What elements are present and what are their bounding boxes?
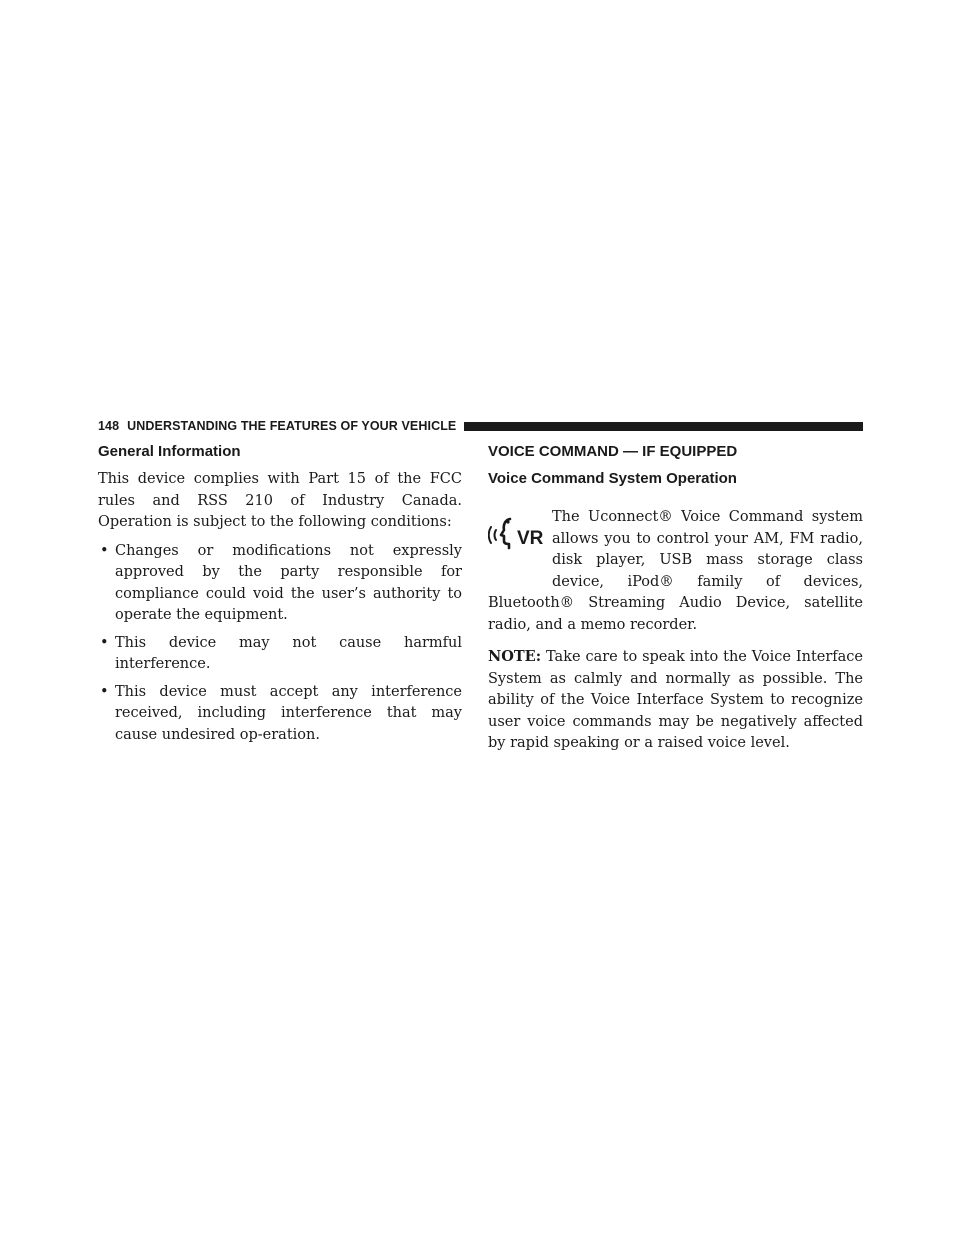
bullet-icon: • xyxy=(100,683,109,700)
bullet-icon: • xyxy=(100,542,109,559)
page-header xyxy=(98,418,863,434)
page-number: 148 xyxy=(98,419,120,433)
note-text: Take care to speak into the Voice Interface System as calmly and normally as possible. The ability of the Voice Interface System to recognize user voice commands may be negatively affected by rapid speaking or a raised voice level. xyxy=(488,649,864,751)
left-column xyxy=(98,440,462,752)
list-item xyxy=(98,541,462,627)
list-item xyxy=(98,682,462,747)
list-item-text: Changes or modifications not expressly approved by the party responsible for compliance could void the user’s authority to operate the equipment. xyxy=(115,542,462,623)
header-text xyxy=(98,419,456,433)
voice-command-subheading: Voice Command System Operation xyxy=(488,470,737,487)
voice-command-heading: VOICE COMMAND — IF EQUIPPED xyxy=(488,443,738,460)
voice-command-body: The Uconnect® Voice Command system allows you to control your AM, FM radio, disk player, USB mass storage class device, iPod® family of devices, Bluetooth® Streaming Audio Device, satellite radio, and a memo recorder. xyxy=(488,509,863,633)
list-item xyxy=(98,633,462,676)
list-item-text: This device must accept any interference received, including interference that may cause undesired op-eration. xyxy=(115,683,462,743)
note-paragraph xyxy=(488,646,863,755)
note-label: NOTE: xyxy=(488,648,542,665)
header-rule xyxy=(464,422,863,431)
vr-label: VR xyxy=(517,528,544,549)
intro-paragraph: This device complies with Part 15 of the FCC rules and RSS 210 of Industry Canada. Operation is subject to the following conditions: xyxy=(98,471,462,530)
section-title: UNDERSTANDING THE FEATURES OF YOUR VEHICLE xyxy=(127,419,457,433)
voice-recognition-icon xyxy=(488,507,546,575)
general-information-heading: General Information xyxy=(98,443,241,460)
voice-command-description xyxy=(488,507,863,636)
conditions-list xyxy=(98,541,462,747)
right-column xyxy=(488,440,863,755)
bullet-icon: • xyxy=(100,634,109,651)
list-item-text: This device may not cause harmful interference. xyxy=(115,634,462,672)
